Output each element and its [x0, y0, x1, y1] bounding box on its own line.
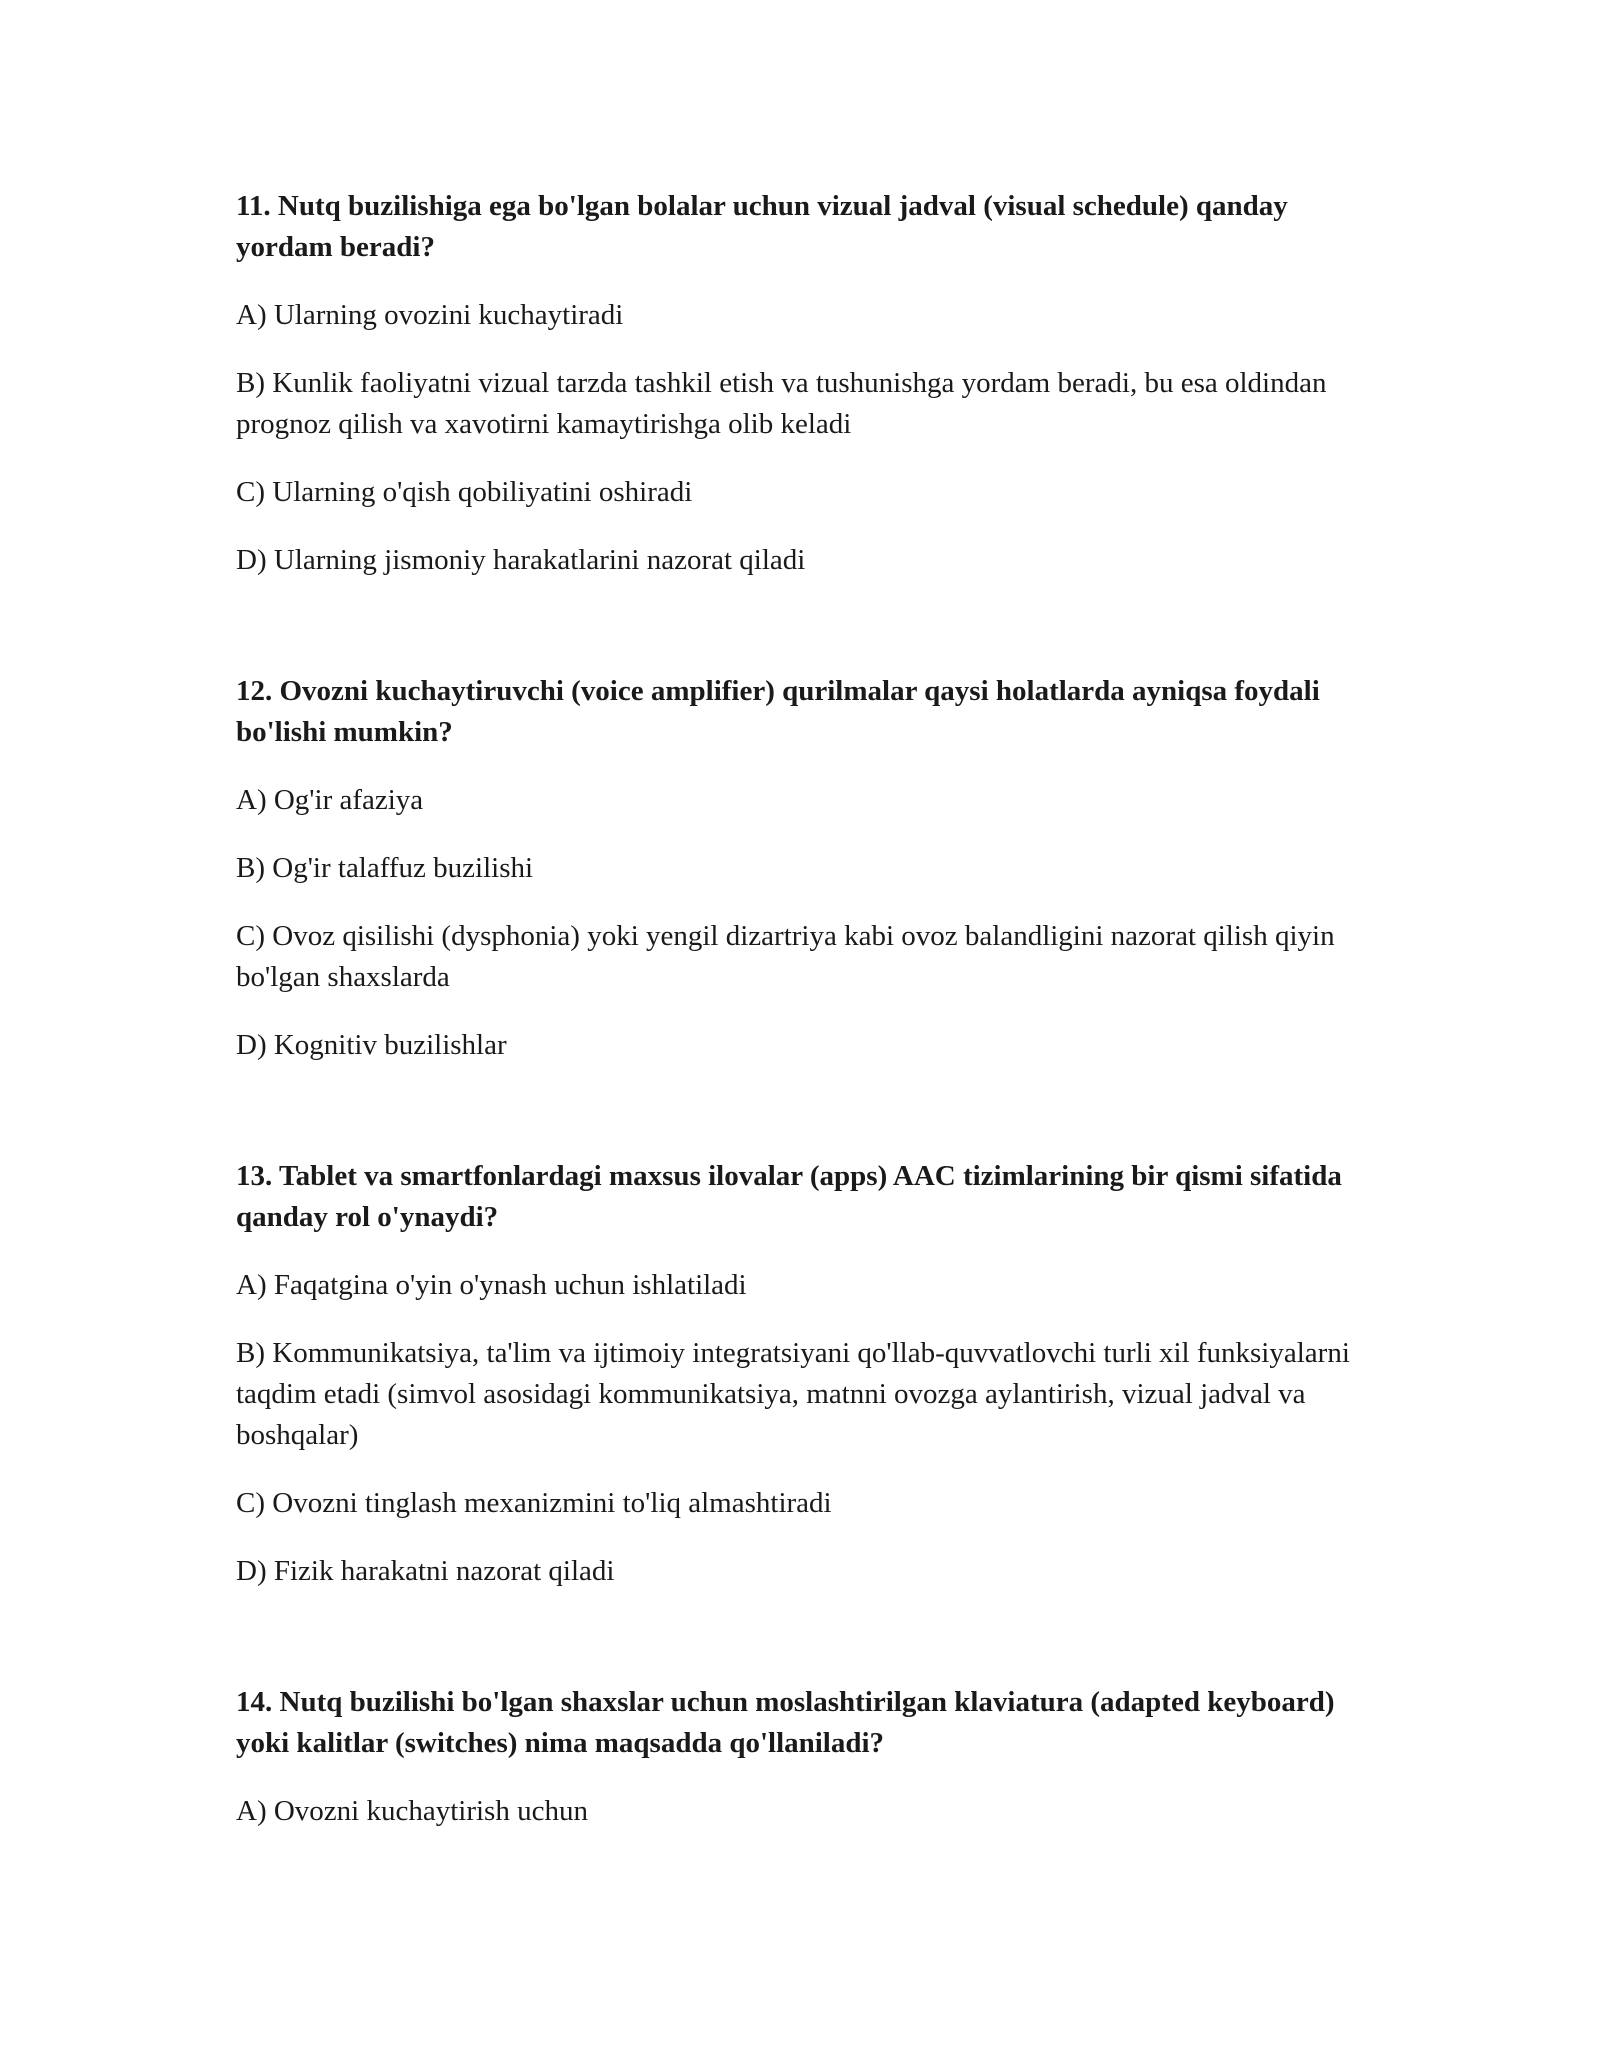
question-12 — [236, 671, 1376, 1066]
answer-option-b: B) Kommunikatsiya, ta'lim va ijtimoiy integratsiyani qo'llab-quvvatlovchi turli xil funksiyalarni taqdim etadi (simvol asosidagi kommunikatsiya, matnni ovozga aylantirish, vizual jadval va boshqalar) — [236, 1337, 1350, 1451]
question-title: 11. Nutq buzilishiga ega bo'lgan bolalar uchun vizual jadval (visual schedule) qanday yordam beradi? — [236, 190, 1288, 263]
question-title: 12. Ovozni kuchaytiruvchi (voice amplifier) qurilmalar qaysi holatlarda ayniqsa foydali bo'lishi mumkin? — [236, 675, 1320, 748]
document-page — [236, 186, 1376, 1922]
answer-option-a: A) Og'ir afaziya — [236, 784, 424, 816]
question-13 — [236, 1156, 1376, 1592]
answer-option-a: A) Ovozni kuchaytirish uchun — [236, 1795, 588, 1827]
answer-option-d: D) Kognitiv buzilishlar — [236, 1029, 507, 1061]
question-11 — [236, 186, 1376, 581]
answer-option-d: D) Ularning jismoniy harakatlarini nazorat qiladi — [236, 544, 806, 576]
question-14 — [236, 1682, 1376, 1832]
answer-option-b: B) Og'ir talaffuz buzilishi — [236, 852, 534, 884]
question-title: 14. Nutq buzilishi bo'lgan shaxslar uchun moslashtirilgan klaviatura (adapted keyboard) yoki kalitlar (switches) nima maqsadda qo'llaniladi? — [236, 1686, 1335, 1759]
answer-option-c: C) Ularning o'qish qobiliyatini oshiradi — [236, 476, 693, 508]
answer-option-c: C) Ovozni tinglash mexanizmini to'liq almashtiradi — [236, 1487, 832, 1519]
answer-option-a: A) Faqatgina o'yin o'ynash uchun ishlatiladi — [236, 1269, 747, 1301]
answer-option-b: B) Kunlik faoliyatni vizual tarzda tashkil etish va tushunishga yordam beradi, bu esa oldindan prognoz qilish va xavotirni kamaytirishga olib keladi — [236, 367, 1327, 440]
answer-option-c: C) Ovoz qisilishi (dysphonia) yoki yengil dizartriya kabi ovoz balandligini nazorat qilish qiyin bo'lgan shaxslarda — [236, 920, 1335, 993]
answer-option-d: D) Fizik harakatni nazorat qiladi — [236, 1555, 615, 1587]
question-title: 13. Tablet va smartfonlardagi maxsus ilovalar (apps) AAC tizimlarining bir qismi sifatida qanday rol o'ynaydi? — [236, 1160, 1342, 1233]
answer-option-a: A) Ularning ovozini kuchaytiradi — [236, 299, 624, 331]
